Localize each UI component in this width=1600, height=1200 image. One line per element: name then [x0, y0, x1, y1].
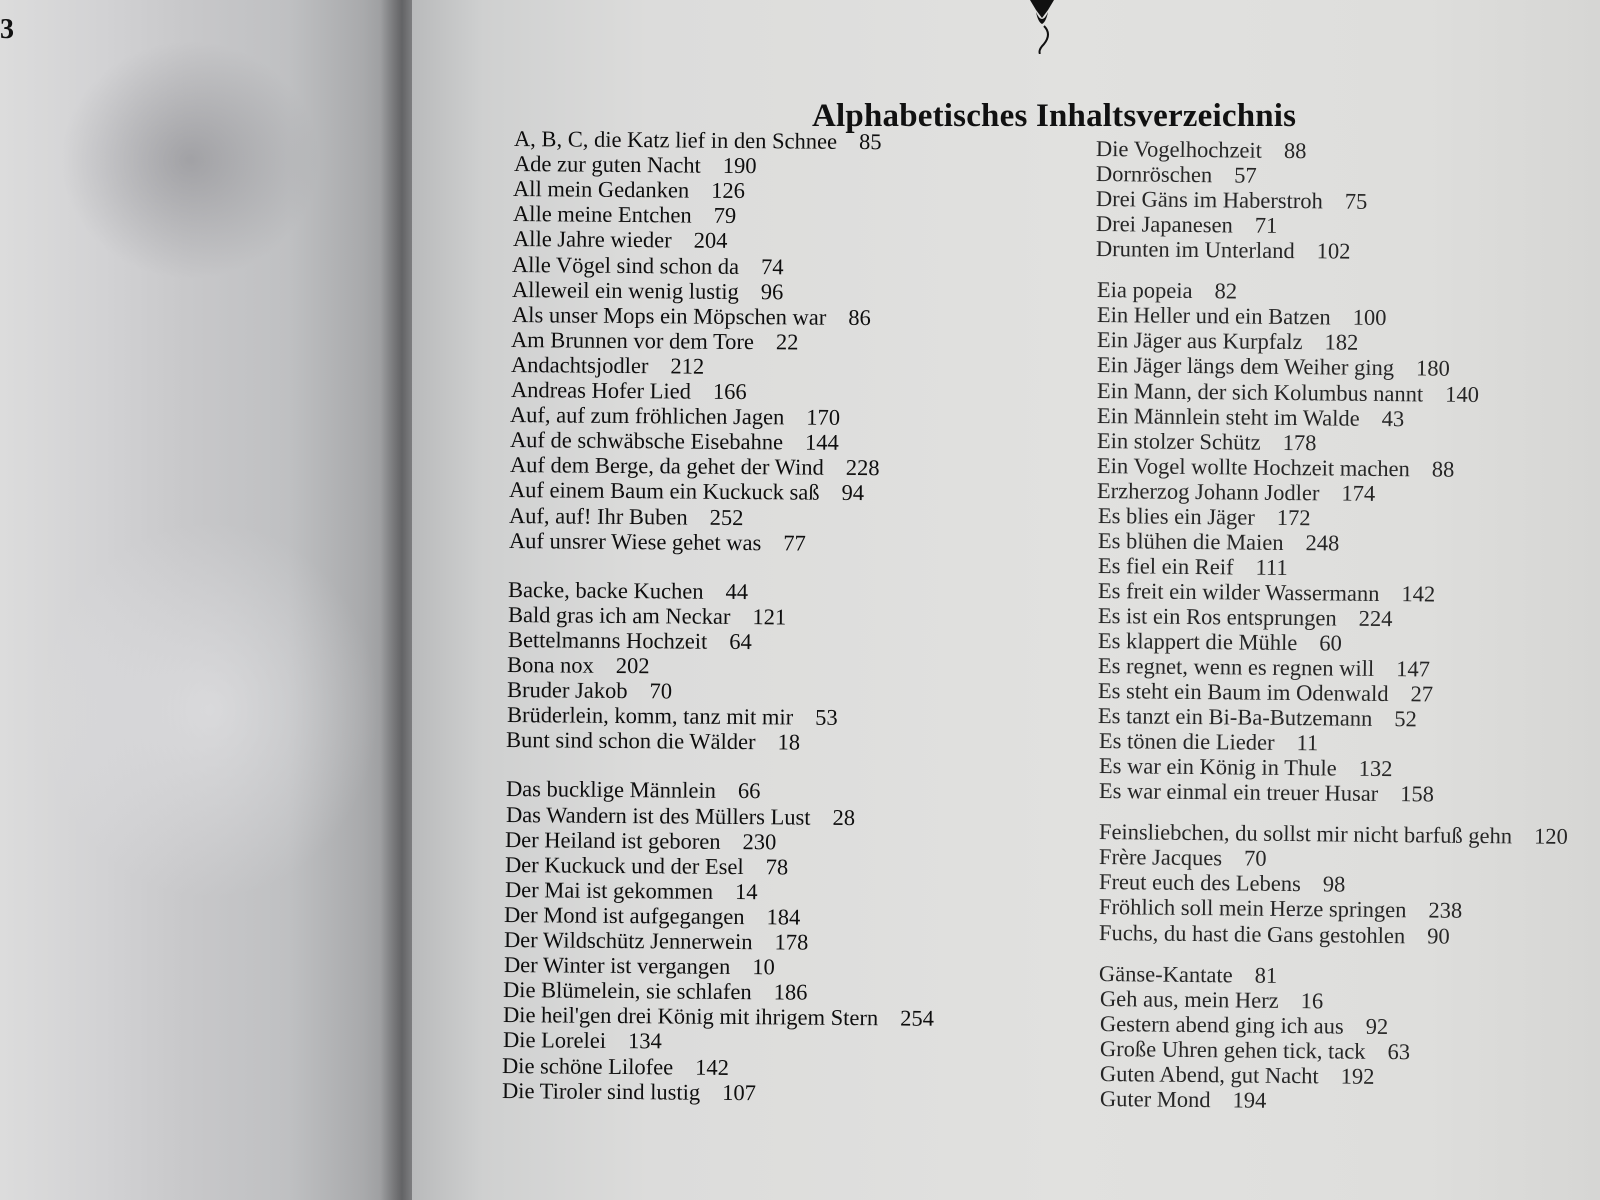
toc-entry-title: Brüderlein, komm, tanz mit mir	[506, 702, 793, 730]
toc-entry-title: Die heil'gen drei König mit ihrigem Stern	[502, 1002, 879, 1031]
toc-entry-title: Es steht ein Baum im Odenwald	[1098, 678, 1389, 707]
toc-entry-title: Der Kuckuck und der Esel	[504, 851, 744, 879]
toc-entry-page: 194	[1232, 1087, 1267, 1113]
toc-entry-title: Es klappert die Mühle	[1097, 627, 1298, 655]
toc-entry-title: Alle Jahre wieder	[512, 226, 672, 253]
toc-entry	[505, 877, 758, 905]
toc-entry-title: Der Winter ist vergangen	[503, 952, 731, 980]
toc-entry-title: Guter Mond	[1099, 1085, 1211, 1112]
toc-entry-title: Es war einmal ein treuer Husar	[1098, 778, 1379, 807]
toc-entry-title: Bona nox	[507, 652, 595, 678]
toc-entry-page: 140	[1445, 381, 1480, 407]
toc-entry	[1100, 1086, 1267, 1114]
toc-entry-title: Am Brunnen vor dem Tore	[511, 326, 755, 354]
toc-entry-title: Auf, auf zum fröhlichen Jagen	[510, 402, 785, 430]
toc-entry-title: Bald gras ich am Neckar	[507, 601, 731, 629]
toc-entry-page: 174	[1341, 480, 1376, 506]
toc-entry-page: 94	[841, 480, 865, 506]
toc-entry-title: Dornröschen	[1095, 161, 1213, 188]
toc-entry	[1096, 277, 1236, 304]
toc-entry-title: Feinsliebchen, du sollst mir nicht barfuß gehn	[1098, 819, 1513, 849]
toc-entry-title: Backe, backe Kuchen	[508, 576, 704, 604]
toc-entry-title: Andreas Hofer Lied	[510, 377, 691, 404]
toc-entry-page: 79	[713, 203, 737, 229]
toc-entry-page: 121	[752, 603, 787, 630]
left-page-number: 3	[0, 14, 14, 45]
toc-entry-page: 60	[1319, 630, 1343, 656]
toc-entry	[1099, 961, 1277, 989]
toc-entry	[1099, 986, 1322, 1014]
toc-entry-page: 228	[845, 455, 880, 481]
toc-entry	[1097, 478, 1375, 507]
toc-entry-page: 66	[737, 778, 761, 804]
toc-entry-page: 88	[1283, 137, 1307, 164]
toc-entry	[502, 1078, 756, 1106]
toc-entry-page: 238	[1428, 897, 1463, 924]
toc-entry-page: 192	[1340, 1063, 1375, 1089]
toc-entry-page: 178	[1282, 429, 1317, 455]
toc-entry	[1096, 211, 1278, 239]
toc-entry-page: 70	[649, 678, 673, 704]
toc-entry-page: 52	[1394, 706, 1418, 732]
toc-entry-page: 166	[712, 378, 747, 405]
toc-entry-title: Fuchs, du hast die Gans gestohlen	[1099, 919, 1406, 948]
toc-entry-page: 180	[1415, 355, 1450, 382]
toc-entry-title: Guten Abend, gut Nacht	[1099, 1060, 1319, 1088]
toc-entry-page: 57	[1234, 162, 1257, 188]
toc-entry-title: Auf einem Baum ein Kuckuck saß	[509, 477, 820, 506]
toc-entry-title: Es fiel ein Reif	[1097, 552, 1234, 580]
toc-entry-page: 120	[1533, 823, 1568, 850]
toc-entry-page: 78	[765, 853, 789, 880]
toc-entry-page: 142	[695, 1054, 730, 1080]
toc-entry-page: 77	[782, 529, 806, 556]
toc-entry-page: 10	[751, 954, 775, 980]
ornament-icon	[1022, 0, 1062, 54]
toc-entry-title: Das Wandern ist des Müllers Lust	[505, 801, 811, 830]
toc-entry-page: 158	[1399, 781, 1434, 807]
toc-entry-title: Als unser Mops ein Möpschen war	[511, 301, 827, 330]
toc-entry	[511, 352, 704, 380]
toc-entry-page: 64	[728, 628, 752, 655]
toc-entry-page: 107	[722, 1079, 757, 1105]
toc-entry-title: Der Mond ist aufgegangen	[504, 901, 745, 929]
toc-entry	[1098, 528, 1340, 557]
toc-entry	[512, 252, 784, 280]
toc-entry	[505, 852, 788, 880]
toc-entry-title: Frère Jacques	[1098, 844, 1223, 871]
toc-entry	[506, 776, 761, 804]
toc-entry-page: 82	[1214, 278, 1237, 304]
toc-entry	[506, 802, 855, 831]
toc-entry-title: Eia popeia	[1096, 277, 1193, 304]
toc-entry-title: Gestern abend ging ich aus	[1099, 1010, 1344, 1039]
toc-entry-page: 28	[832, 804, 855, 830]
toc-entry-title: Die Lorelei	[502, 1027, 606, 1054]
toc-entry-page: 74	[761, 253, 784, 279]
toc-entry-page: 98	[1322, 871, 1346, 897]
toc-entry-page: 230	[742, 828, 777, 854]
toc-entry	[512, 277, 784, 305]
toc-entry-title: Auf de schwäbsche Eisebahne	[509, 427, 784, 455]
toc-entry-page: 100	[1352, 304, 1387, 331]
toc-entry-page: 144	[804, 429, 839, 456]
toc-entry-page: 224	[1358, 605, 1393, 631]
toc-entry-title: Auf dem Berge, da gehet der Wind	[509, 452, 824, 481]
toc-entry-page: 142	[1401, 581, 1436, 607]
toc-entry-title: Es regnet, wenn es regnen will	[1098, 653, 1375, 681]
toc-entry-page: 252	[709, 504, 744, 530]
toc-entry-title: Alle meine Entchen	[512, 201, 692, 228]
toc-entry	[512, 302, 871, 331]
toc-entry-title: Drunten im Unterland	[1096, 236, 1296, 264]
toc-entry	[513, 176, 745, 204]
toc-entry-page: 85	[858, 129, 882, 155]
toc-entry-title: Alleweil ein wenig lustig	[511, 276, 739, 304]
toc-entry-title: Bruder Jakob	[506, 677, 628, 704]
toc-entry-page: 248	[1305, 529, 1340, 556]
toc-entry-page: 75	[1344, 188, 1368, 214]
toc-entry-page: 172	[1276, 504, 1311, 530]
toc-entry-page: 81	[1254, 962, 1278, 988]
toc-entry-title: Es freit ein wilder Wassermann	[1097, 577, 1380, 606]
toc-entry	[1099, 778, 1434, 808]
toc-entry-page: 63	[1387, 1038, 1410, 1064]
toc-entry-page: 27	[1410, 681, 1434, 707]
toc-entry-page: 92	[1365, 1013, 1388, 1039]
toc-entry-title: Die Tiroler sind lustig	[501, 1077, 701, 1105]
toc-entry-page: 212	[670, 353, 705, 379]
toc-entry	[1096, 161, 1257, 189]
toc-entry	[514, 151, 757, 179]
toc-entry-page: 88	[1431, 456, 1455, 482]
toc-entry	[509, 528, 806, 557]
toc-entry-title: Auf, auf! Ihr Buben	[508, 502, 688, 530]
toc-entry-page: 178	[774, 929, 809, 955]
toc-entry-title: Der Mai ist gekommen	[504, 876, 713, 904]
toc-entry-title: Ein Heller und ein Batzen	[1096, 302, 1331, 330]
toc-entry	[508, 577, 748, 605]
toc-entry-page: 126	[711, 177, 746, 204]
toc-entry-title: Ade zur guten Nacht	[513, 151, 701, 178]
toc-entry-page: 70	[1243, 845, 1267, 872]
toc-entry-page: 147	[1396, 656, 1431, 682]
toc-entry-page: 14	[734, 878, 758, 905]
toc-entry-title: Andachtsjodler	[510, 351, 649, 379]
toc-entry-page: 102	[1316, 238, 1351, 264]
toc-entry-title: Auf unsrer Wiese gehet was	[508, 527, 762, 555]
toc-entry-page: 182	[1324, 329, 1359, 356]
toc-entry	[513, 226, 728, 254]
toc-entry-title: Die Blümelein, sie schlafen	[503, 977, 753, 1005]
toc-entry-title: Es tönen die Lieder	[1098, 728, 1275, 755]
toc-entry-title: Freut euch des Lebens	[1098, 869, 1302, 897]
toc-entry	[513, 201, 736, 229]
toc-entry-title: Drei Japanesen	[1096, 211, 1234, 238]
toc-entry-page: 132	[1358, 755, 1393, 782]
toc-entry	[502, 1053, 729, 1081]
toc-entry-page: 43	[1381, 405, 1405, 431]
toc-entry	[507, 652, 650, 679]
toc-entry	[511, 327, 799, 356]
toc-entry-title: Fröhlich soll mein Herze springen	[1099, 894, 1407, 923]
toc-entry-title: Ein Jäger aus Kurpfalz	[1096, 327, 1303, 355]
toc-entry	[508, 602, 786, 630]
toc-entry	[1097, 403, 1404, 432]
toc-entry-title: Es tanzt ein Bi-Ba-Butzemann	[1098, 703, 1373, 731]
toc-entry-page: 190	[722, 152, 757, 179]
toc-entry-title: Der Heiland ist geboren	[505, 826, 721, 854]
toc-entry-page: 53	[814, 704, 838, 731]
toc-entry-title: Es blühen die Maien	[1097, 527, 1284, 555]
toc-entry	[507, 677, 672, 704]
toc-entry-title: Ein stolzer Schütz	[1097, 427, 1262, 455]
toc-entry-title: Drei Gäns im Haberstroh	[1096, 186, 1324, 214]
toc-entry-title: Ein Vogel wollte Hochzeit machen	[1097, 452, 1411, 481]
toc-entry-title: Bunt sind schon die Wälder	[506, 727, 756, 755]
toc-entry-page: 22	[776, 329, 799, 355]
toc-entry-page: 111	[1255, 554, 1288, 580]
toc-entry-title: Geh aus, mein Herz	[1099, 985, 1279, 1013]
toc-entry	[1100, 1011, 1388, 1040]
toc-entry	[1098, 728, 1317, 756]
toc-entry-page: 134	[627, 1028, 662, 1054]
toc-entry-title: Das bucklige Männlein	[505, 776, 717, 804]
toc-entry-page: 11	[1296, 730, 1318, 756]
toc-entry	[509, 477, 864, 506]
toc-entry-title: Große Uhren gehen tick, tack	[1099, 1035, 1366, 1064]
toc-entry-title: Die schöne Lilofee	[502, 1052, 674, 1079]
toc-entry	[1097, 428, 1317, 456]
toc-entry-title: Die Vogelhochzeit	[1095, 136, 1263, 163]
toc-entry-page: 71	[1254, 212, 1278, 239]
toc-entry-title: All mein Gedanken	[513, 176, 690, 203]
left-page	[0, 0, 412, 1200]
toc-entry-page: 18	[777, 729, 801, 755]
toc-entry-title: Alle Vögel sind schon da	[512, 251, 740, 279]
toc-entry	[504, 902, 801, 931]
toc-entry-page: 86	[847, 304, 871, 330]
toc-entry	[1097, 503, 1310, 531]
toc-entry	[1099, 844, 1267, 872]
toc-entry	[1098, 628, 1342, 657]
toc-entry-title: Ein Männlein steht im Walde	[1096, 402, 1360, 431]
toc-entry-page: 96	[760, 278, 784, 304]
toc-entry-title: Ein Jäger längs dem Weiher ging	[1096, 352, 1395, 381]
toc-entry-page: 254	[900, 1005, 935, 1032]
toc-entry	[504, 952, 775, 980]
toc-entry-title: Erzherzog Johann Jodler	[1097, 477, 1320, 506]
toc-entry	[1100, 1061, 1375, 1090]
toc-entry	[1096, 136, 1307, 164]
toc-entry-page: 204	[693, 227, 728, 254]
toc-entry	[509, 503, 744, 531]
page-title: Alphabetisches Inhaltsverzeichnis	[812, 98, 1297, 135]
toc-entry-title: Es blies ein Jäger	[1097, 502, 1255, 530]
toc-entry-title: Ein Mann, der sich Kolumbus nannt	[1096, 377, 1424, 406]
toc-entry	[511, 377, 747, 405]
toc-entry-title: Es ist ein Ros entsprungen	[1097, 602, 1337, 631]
toc-entry-page: 202	[616, 652, 651, 679]
toc-entry-page: 170	[806, 404, 841, 430]
toc-entry	[1099, 920, 1450, 950]
toc-entry-title: A, B, C, die Katz lief in den Schnee	[513, 126, 838, 154]
toc-entry-page: 186	[773, 979, 808, 1005]
toc-entry-title: Es war ein König in Thule	[1098, 753, 1337, 781]
toc-entry-title: Gänse-Kantate	[1099, 960, 1234, 987]
toc-entry	[1098, 553, 1288, 581]
toc-entry-title: Der Wildschütz Jennerwein	[503, 927, 753, 955]
toc-entry-page: 184	[766, 904, 801, 930]
toc-entry-page: 44	[725, 578, 749, 604]
toc-entry	[1096, 236, 1351, 265]
toc-entry	[504, 927, 809, 956]
toc-entry	[503, 1027, 662, 1054]
toc-entry-page: 90	[1427, 922, 1451, 949]
toc-entry	[508, 627, 752, 655]
toc-entry-title: Bettelmanns Hochzeit	[507, 626, 708, 654]
toc-entry	[505, 827, 777, 855]
toc-entry	[506, 727, 800, 756]
toc-entry-page: 16	[1300, 987, 1323, 1013]
